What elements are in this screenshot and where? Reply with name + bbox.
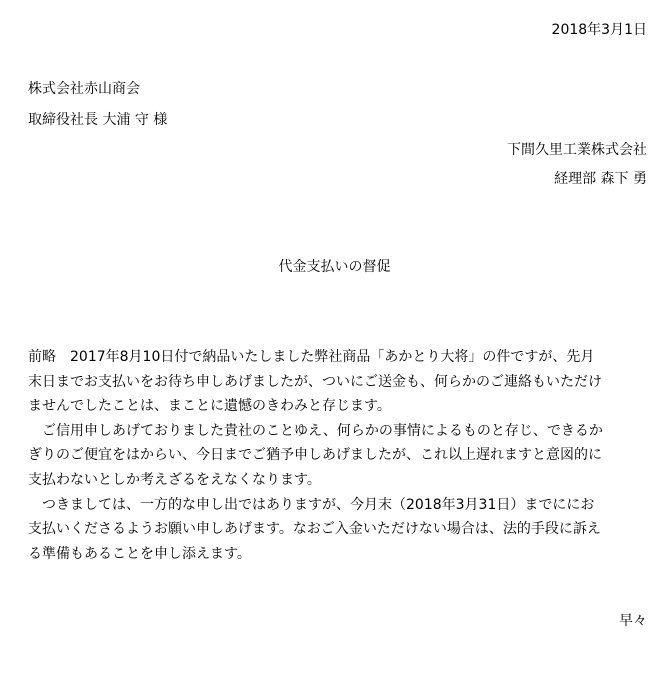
body-line: 前略 2017年8月10日付で納品いたしました弊社商品「あかとり大将」の件ですが、先月 [28,349,595,365]
letter-date: 2018年3月1日 [551,22,647,38]
body-line: 支払わないとしか考えざるをえなくなります。 [28,471,321,488]
body-line: る準備もあることを申し添えます。 [28,545,251,562]
body-line: ませんでしたことは、まことに遺憾のきわみと存じます。 [28,398,391,415]
body-line: 支払いくださるようお願い申しあげます。なおご入金いただけない場合は、法的手段に訴え [28,521,601,538]
recipient-person: 取締役社長 大浦 守 様 [28,112,168,128]
body-line: ご信用申しあげておりました貴社のことゆえ、何らかの事情によるものと存じ、できるか [28,422,603,439]
body-line: 末日までお支払いをお待ち申しあげましたが、ついにご送金も、何らかのご連絡もいただけ [28,373,602,390]
body-line: つきましては、一方的な申し出ではありますが、今月末（2018年3月31日）までににお [28,496,595,513]
letter-subject: 代金支払いの督促 [278,259,391,275]
letter-closing: 早々 [619,613,647,629]
recipient-company: 株式会社赤山商会 [28,81,140,97]
letter-body [28,345,648,566]
sender-company: 下間久里工業株式会社 [507,142,647,158]
sender-person: 経理部 森下 勇 [554,171,647,187]
body-line: ぎりのご便宜をはからい、今日までご猶予申しあげましたが、これ以上遅れますと意図的に [28,447,602,464]
